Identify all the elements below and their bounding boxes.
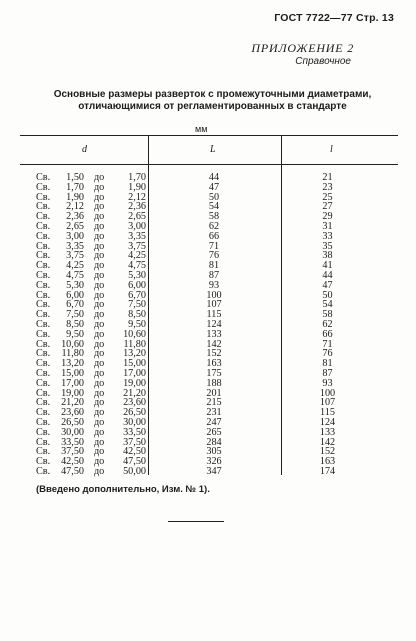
appendix-subtitle: Справочное [295,56,351,67]
row-prefix: Св. [36,387,51,399]
row-prefix: Св. [36,358,51,370]
table-cell-L: 326 [206,456,222,468]
row-prefix: Св. [36,377,51,389]
row-from: 2,65 [66,220,84,232]
table-title-line-2: отличающимися от регламентированных в стандарте [78,101,347,112]
row-prefix: Св. [36,397,51,409]
row-to: 3,75 [128,240,146,252]
table-cell-L: 58 [208,211,220,223]
row-from: 33,50 [61,436,84,448]
row-from: 3,00 [66,230,84,242]
row-to: 21,20 [123,387,146,399]
row-to: 1,90 [128,181,146,193]
table-cell-l: 29 [322,211,333,223]
column-header-L: L [210,144,216,155]
table-cell-L: 152 [206,348,222,360]
table-cell-l: 124 [319,416,336,428]
table-cell-L: 93 [208,279,220,291]
column-header-l: l [330,144,333,155]
table-cell-l: 35 [322,240,333,252]
row-to: 2,65 [128,211,146,223]
table-cell-l: 58 [322,309,333,321]
table-cell-l: 81 [322,358,333,370]
row-connector: до [94,416,105,428]
table-cell-L: 347 [206,465,222,477]
row-from: 26,50 [61,416,84,428]
table-cell-l: 133 [319,426,336,438]
row-from: 4,75 [66,269,84,281]
table-cell-L: 133 [206,328,222,340]
table-cell-l: 44 [322,269,333,281]
table-cell-L: 87 [208,269,220,281]
table-cell-l: 27 [322,201,333,213]
row-to: 2,36 [128,201,146,213]
table-cell-L: 54 [208,201,220,213]
row-prefix: Св. [36,201,51,213]
row-to: 47,50 [123,456,146,468]
table-cell-L: 47 [208,181,220,193]
table-cell-l: 31 [322,220,333,232]
length-L-column [150,173,278,477]
row-from: 2,36 [66,211,84,223]
row-to: 10,60 [123,328,146,340]
table-cell-l: 47 [322,279,333,291]
row-to: 13,20 [123,348,146,360]
table-cell-L: 215 [206,397,222,409]
row-prefix: Св. [36,250,51,262]
row-prefix: Св. [36,230,51,242]
row-connector: до [94,456,105,468]
table-cell-L: 71 [208,240,220,252]
row-prefix: Св. [36,328,51,340]
row-connector: до [94,338,105,350]
row-connector: до [94,269,105,281]
row-prefix: Св. [36,172,51,183]
column-header-d: d [82,144,87,155]
row-from: 6,00 [66,289,84,301]
table-cell-l: 38 [322,250,333,262]
row-to: 3,35 [128,230,146,242]
table-cell-L: 231 [206,407,222,419]
table-units: мм [195,124,208,134]
row-from: 9,50 [66,328,84,340]
table-cell-l: 62 [322,318,333,330]
table-cell-L: 188 [206,377,222,389]
row-to: 2,12 [128,191,146,203]
row-from: 3,75 [66,250,84,262]
table-cell-l: 50 [322,289,333,301]
row-from: 6,70 [66,299,84,311]
row-from: 5,30 [66,279,84,291]
row-to: 33,50 [123,426,146,438]
row-to: 15,00 [123,358,146,370]
row-from: 8,50 [66,318,84,330]
table-cell-L: 305 [206,446,222,458]
table-cell-l: 54 [322,299,333,311]
row-connector: до [94,279,105,291]
row-to: 23,60 [123,397,146,409]
table-row-d [36,467,146,477]
row-prefix: Св. [36,436,51,448]
row-from: 19,00 [61,387,84,399]
table-cell-L: 81 [208,260,220,272]
row-prefix: Св. [36,269,51,281]
row-to: 9,50 [128,318,146,330]
row-to: 42,50 [123,446,146,458]
table-header-rule [20,164,398,165]
row-prefix: Св. [36,465,51,477]
table-cell-l: 23 [322,181,333,193]
row-to: 3,00 [128,220,146,232]
row-prefix: Св. [36,338,51,350]
row-connector: до [94,348,105,360]
table-title-line-1: Основные размеры разверток с промежуточными диаметрами, [53,89,372,100]
row-connector: до [94,387,105,399]
row-to: 37,50 [123,436,146,448]
footnote: (Введено дополнительно, Изм. № 1). [36,484,210,495]
row-to: 50,00 [123,465,146,477]
diameter-column [36,173,146,477]
row-prefix: Св. [36,211,51,223]
table-cell-L: 124 [206,318,222,330]
row-connector: до [94,240,105,252]
bottom-rule [168,521,224,522]
row-to: 26,50 [123,407,146,419]
row-connector: до [94,211,105,223]
row-connector: до [94,367,105,379]
row-connector: до [94,328,105,340]
row-connector: до [94,260,105,272]
table-cell-l: 163 [319,456,336,468]
row-connector: до [94,299,105,311]
row-prefix: Св. [36,289,51,301]
table-cell-l: 93 [322,377,333,389]
row-connector: до [94,358,105,370]
row-prefix: Св. [36,367,51,379]
table-cell-l: 21 [322,172,333,183]
table-cell-l: 87 [322,367,333,379]
row-prefix: Св. [36,240,51,252]
row-prefix: Св. [36,220,51,232]
table-cell-l: 41 [322,260,333,272]
row-to: 1,70 [128,172,146,183]
row-from: 21,20 [61,397,84,409]
row-connector: до [94,220,105,232]
row-prefix: Св. [36,446,51,458]
table-cell-L: 50 [208,191,220,203]
row-prefix: Св. [36,191,51,203]
row-to: 7,50 [128,299,146,311]
row-connector: до [94,397,105,409]
table-title [40,89,385,113]
running-header: ГОСТ 7722—77 Стр. 13 [274,12,394,24]
table-cell-L: 284 [206,436,222,448]
row-from: 30,00 [61,426,84,438]
table-cell-l: 25 [322,191,333,203]
length-l-column [280,173,375,477]
table-cell-L: 265 [206,426,222,438]
table-cell-L: 247 [206,416,222,428]
row-prefix: Св. [36,309,51,321]
row-connector: до [94,289,105,301]
appendix-title: ПРИЛОЖЕНИЕ 2 [251,41,354,55]
row-prefix: Св. [36,181,51,193]
column-divider-1 [148,135,149,475]
row-from: 3,35 [66,240,84,252]
row-to: 4,75 [128,260,146,272]
row-to: 11,80 [123,338,146,350]
table-cell-l: 107 [319,397,336,409]
row-prefix: Св. [36,299,51,311]
table-cell-L: 100 [206,289,222,301]
table-cell-L: 175 [206,367,222,379]
row-from: 1,50 [66,172,84,183]
row-prefix: Св. [36,318,51,330]
row-from: 7,50 [66,309,84,321]
table-cell-L: 201 [206,387,222,399]
table-cell-L: 66 [208,230,220,242]
table-cell-l: 76 [322,348,333,360]
row-to: 19,00 [123,377,146,389]
row-from: 2,12 [66,201,84,213]
table-cell-l: 142 [319,436,336,448]
row-connector: до [94,446,105,458]
row-to: 6,00 [128,279,146,291]
row-prefix: Св. [36,456,51,468]
row-from: 15,00 [61,367,84,379]
table-cell-L: 44 [208,172,220,183]
row-from: 17,00 [61,377,84,389]
row-prefix: Св. [36,416,51,428]
row-prefix: Св. [36,407,51,419]
row-connector: до [94,318,105,330]
row-from: 47,50 [61,465,84,477]
row-prefix: Св. [36,426,51,438]
row-to: 17,00 [123,367,146,379]
table-cell-L: 115 [206,309,222,321]
table-cell-l: 100 [319,387,336,399]
row-connector: до [94,201,105,213]
row-from: 42,50 [61,456,84,468]
row-connector: до [94,436,105,448]
table-cell-L: 76 [208,250,220,262]
table-cell-L: 62 [208,220,220,232]
row-connector: до [94,426,105,438]
row-to: 6,70 [128,289,146,301]
row-connector: до [94,230,105,242]
row-connector: до [94,181,105,193]
row-from: 1,70 [66,181,84,193]
table-top-rule [20,135,398,136]
row-to: 5,30 [128,269,146,281]
table-cell-L: 163 [206,358,222,370]
row-from: 37,50 [61,446,84,458]
table-cell-l: 115 [320,407,335,419]
table-cell-l: 33 [322,230,333,242]
row-prefix: Св. [36,279,51,291]
table-cell-l: 66 [322,328,333,340]
table-cell-l: 152 [319,446,336,458]
row-connector: до [94,377,105,389]
row-to: 8,50 [128,309,146,321]
row-prefix: Св. [36,260,51,272]
row-connector: до [94,309,105,321]
row-from: 1,90 [66,191,84,203]
row-connector: до [94,250,105,262]
table-cell-l: 174 [319,465,336,477]
row-from: 13,20 [61,358,84,370]
row-connector: до [94,465,105,477]
row-connector: до [94,191,105,203]
row-to: 30,00 [123,416,146,428]
row-from: 10,60 [61,338,84,350]
row-from: 4,25 [66,260,84,272]
row-prefix: Св. [36,348,51,360]
table-cell-l: 71 [322,338,333,350]
row-to: 4,25 [128,250,146,262]
row-from: 23,60 [61,407,84,419]
row-connector: до [94,172,105,183]
row-from: 11,80 [61,348,84,360]
table-cell-L: 107 [206,299,222,311]
row-connector: до [94,407,105,419]
table-cell-L: 142 [206,338,222,350]
